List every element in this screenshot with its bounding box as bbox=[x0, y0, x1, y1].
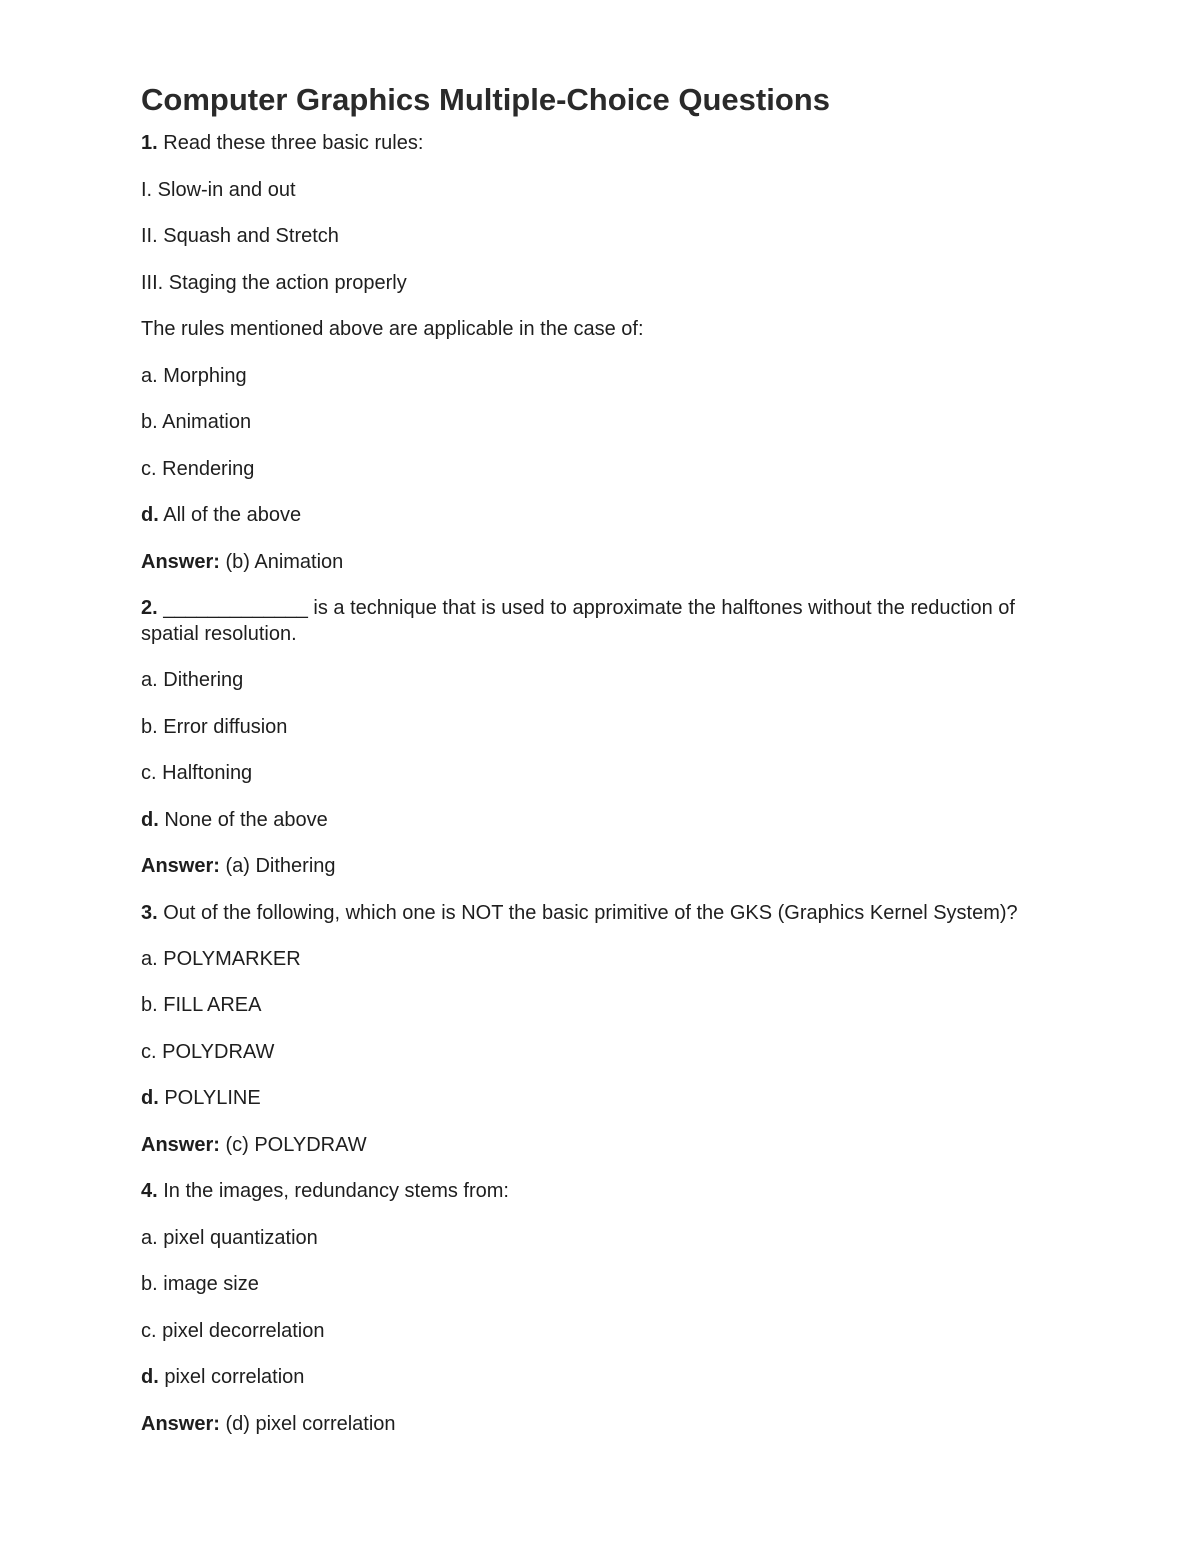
question-number: 3. bbox=[141, 901, 158, 924]
question-stem bbox=[141, 1178, 1041, 1204]
rule-line: II. Squash and Stretch bbox=[141, 225, 339, 247]
question-text: In the images, redundancy stems from: bbox=[163, 1180, 509, 1202]
option-c bbox=[141, 1039, 1041, 1065]
option-text: Rendering bbox=[162, 457, 255, 480]
question-4 bbox=[141, 1178, 1041, 1437]
option-letter: a. bbox=[141, 947, 158, 970]
option-text: Error diffusion bbox=[163, 715, 288, 738]
option-letter: a. bbox=[141, 364, 158, 387]
rule-line: I. Slow-in and out bbox=[141, 178, 296, 201]
answer-line bbox=[141, 1411, 1041, 1437]
answer-label: Answer: bbox=[141, 1133, 220, 1156]
option-letter: d. bbox=[141, 808, 159, 831]
option-a bbox=[141, 667, 1041, 693]
option-d bbox=[141, 1364, 1041, 1390]
question-stem bbox=[141, 900, 1041, 926]
question-text: Read these three basic rules: bbox=[163, 132, 424, 154]
question-number: 4. bbox=[141, 1180, 158, 1202]
option-text: pixel decorrelation bbox=[162, 1319, 325, 1342]
option-c bbox=[141, 1318, 1041, 1344]
answer-text: (c) POLYDRAW bbox=[225, 1133, 367, 1156]
option-letter: a. bbox=[141, 1226, 158, 1249]
option-d bbox=[141, 502, 1041, 528]
option-a bbox=[141, 946, 1041, 972]
option-text: pixel correlation bbox=[164, 1366, 305, 1388]
option-letter: d. bbox=[141, 1087, 159, 1109]
option-d bbox=[141, 1085, 1041, 1111]
question-stem bbox=[141, 595, 1041, 647]
option-letter: c. bbox=[141, 1040, 157, 1063]
option-a bbox=[141, 1225, 1041, 1251]
question-stem bbox=[141, 130, 1041, 156]
answer-label: Answer: bbox=[141, 1412, 220, 1435]
option-b bbox=[141, 409, 1041, 435]
question-number: 2. bbox=[141, 597, 158, 619]
document-title: Computer Graphics Multiple-Choice Questions bbox=[141, 82, 830, 117]
option-text: None of the above bbox=[164, 808, 328, 831]
option-d bbox=[141, 807, 1041, 833]
answer-text: (d) pixel correlation bbox=[225, 1412, 396, 1435]
question-text: _____________ is a technique that is used to approximate the halftones without the reduction of spatial resolution. bbox=[141, 597, 1021, 645]
option-text: pixel quantization bbox=[163, 1226, 318, 1249]
answer-line bbox=[141, 853, 1041, 879]
option-letter: b. bbox=[141, 715, 158, 738]
question-text: Out of the following, which one is NOT the basic primitive of the GKS (Graphics Kernel System)? bbox=[163, 901, 1018, 924]
answer-label: Answer: bbox=[141, 855, 220, 877]
option-text: FILL AREA bbox=[163, 994, 262, 1016]
answer-label: Answer: bbox=[141, 550, 220, 573]
option-letter: a. bbox=[141, 669, 158, 691]
option-letter: b. bbox=[141, 411, 158, 433]
option-a bbox=[141, 363, 1041, 389]
answer-text: (b) Animation bbox=[225, 550, 344, 573]
question-prompt: The rules mentioned above are applicable in the case of: bbox=[141, 318, 644, 340]
option-b bbox=[141, 714, 1041, 740]
option-text: POLYMARKER bbox=[163, 947, 301, 970]
question-3 bbox=[141, 900, 1041, 1158]
option-letter: d. bbox=[141, 1366, 159, 1388]
option-b bbox=[141, 1271, 1041, 1297]
option-text: Animation bbox=[162, 411, 252, 433]
answer-line bbox=[141, 1132, 1041, 1158]
option-text: Dithering bbox=[163, 669, 244, 691]
answer-text: (a) Dithering bbox=[225, 855, 336, 877]
option-letter: c. bbox=[141, 1319, 157, 1342]
question-number: 1. bbox=[141, 132, 158, 154]
option-text: Halftoning bbox=[162, 762, 253, 784]
option-text: All of the above bbox=[163, 504, 302, 526]
option-text: POLYDRAW bbox=[162, 1040, 275, 1063]
rule-line: III. Staging the action properly bbox=[141, 271, 407, 294]
option-text: Morphing bbox=[163, 364, 247, 387]
option-letter: c. bbox=[141, 762, 157, 784]
question-1 bbox=[141, 130, 1041, 575]
question-2 bbox=[141, 595, 1041, 879]
option-c bbox=[141, 456, 1041, 482]
option-letter: c. bbox=[141, 457, 157, 480]
option-letter: b. bbox=[141, 994, 158, 1016]
option-letter: b. bbox=[141, 1273, 158, 1295]
option-c bbox=[141, 760, 1041, 786]
option-b bbox=[141, 992, 1041, 1018]
document-page bbox=[141, 80, 1041, 1457]
option-text: POLYLINE bbox=[164, 1087, 261, 1109]
option-text: image size bbox=[163, 1273, 259, 1295]
option-letter: d. bbox=[141, 504, 159, 526]
answer-line bbox=[141, 549, 1041, 575]
